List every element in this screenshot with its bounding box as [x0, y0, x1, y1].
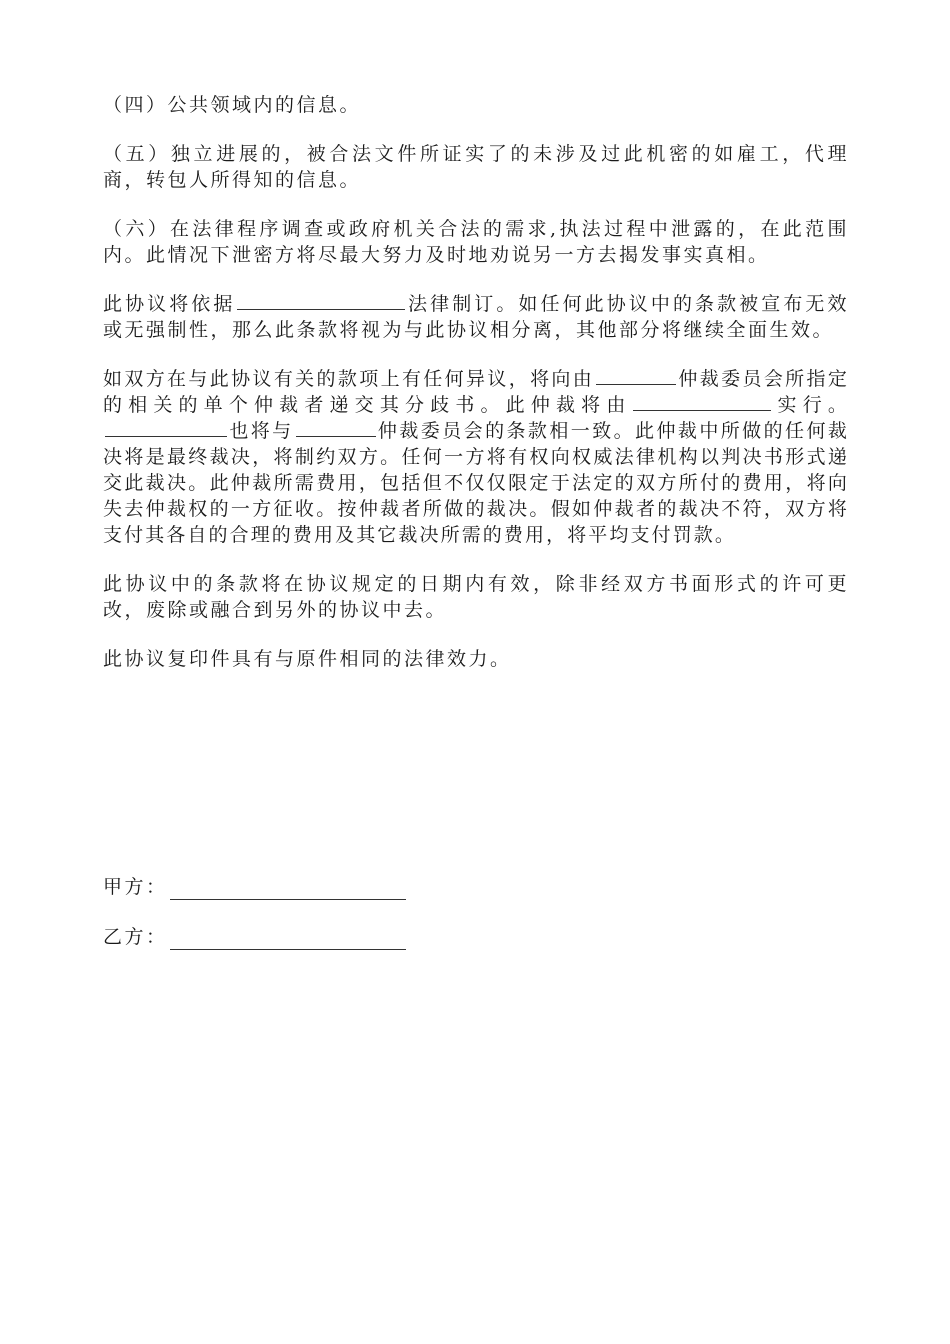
party-b-signature	[103, 924, 406, 950]
document-body	[103, 92, 849, 695]
governing-law-text-after: 法律制订。如任何此协议中的条款被宣布无效或无强制性，那么此条款将视为与此协议相分离，其他部分将继续全面生效。	[103, 293, 849, 341]
party-a-label: 甲方：	[103, 876, 168, 898]
clause-6: （六）在法律程序调查或政府机关合法的需求,执法过程中泄露的，在此范围内。此情况下泄密方将尽最大努力及时地劝说另一方去揭发事实真相。	[103, 218, 849, 266]
arbitration-paragraph	[103, 366, 849, 548]
governing-law-blank	[237, 291, 405, 310]
governing-law-paragraph	[103, 291, 849, 343]
arbitration-text-1: 如双方在与此协议有关的款项上有任何异议，将向由	[103, 368, 595, 390]
party-b-label: 乙方：	[103, 926, 168, 948]
arbitration-text-5: 仲裁委员会的条款相一致。此仲裁中所做的任何裁决将是最终裁决，将制约双方。任何一方将有权向权威法律机构以判决书形式递交此裁决。此仲裁所需费用，包括但不仅仅限定于法定的双方所付的费用，将向失去仲裁权的一方征收。按仲裁者所做的裁决。假如仲裁者的裁决不符，双方将支付其各自的合理的费用及其它裁决所需的费用，将平均支付罚款。	[103, 420, 849, 546]
arbitration-location-blank	[105, 418, 227, 437]
party-a-signature	[103, 874, 406, 900]
arbitration-executor-blank	[633, 392, 771, 411]
arbitration-text-3: 实行。	[773, 394, 849, 416]
governing-law-text-before: 此协议将依据	[103, 293, 236, 315]
arbitration-committee-blank	[596, 366, 676, 385]
arbitration-rules-blank	[296, 418, 376, 437]
copy-validity-paragraph: 此协议复印件具有与原件相同的法律效力。	[103, 648, 512, 670]
arbitration-text-4: 也将与	[229, 420, 294, 442]
clause-5: （五）独立进展的，被合法文件所证实了的未涉及过此机密的如雇工，代理商，转包人所得知的信息。	[103, 143, 849, 191]
party-a-signature-line	[170, 879, 406, 900]
clause-4: （四）公共领域内的信息。	[103, 94, 362, 116]
validity-paragraph: 此协议中的条款将在协议规定的日期内有效，除非经双方书面形式的许可更改，废除或融合到另外的协议中去。	[103, 573, 849, 621]
arbitration-text-2: 仲裁委员会所指定的相关的单个仲裁者递交其分歧书。此仲裁将由	[103, 368, 849, 416]
party-b-signature-line	[170, 929, 406, 950]
